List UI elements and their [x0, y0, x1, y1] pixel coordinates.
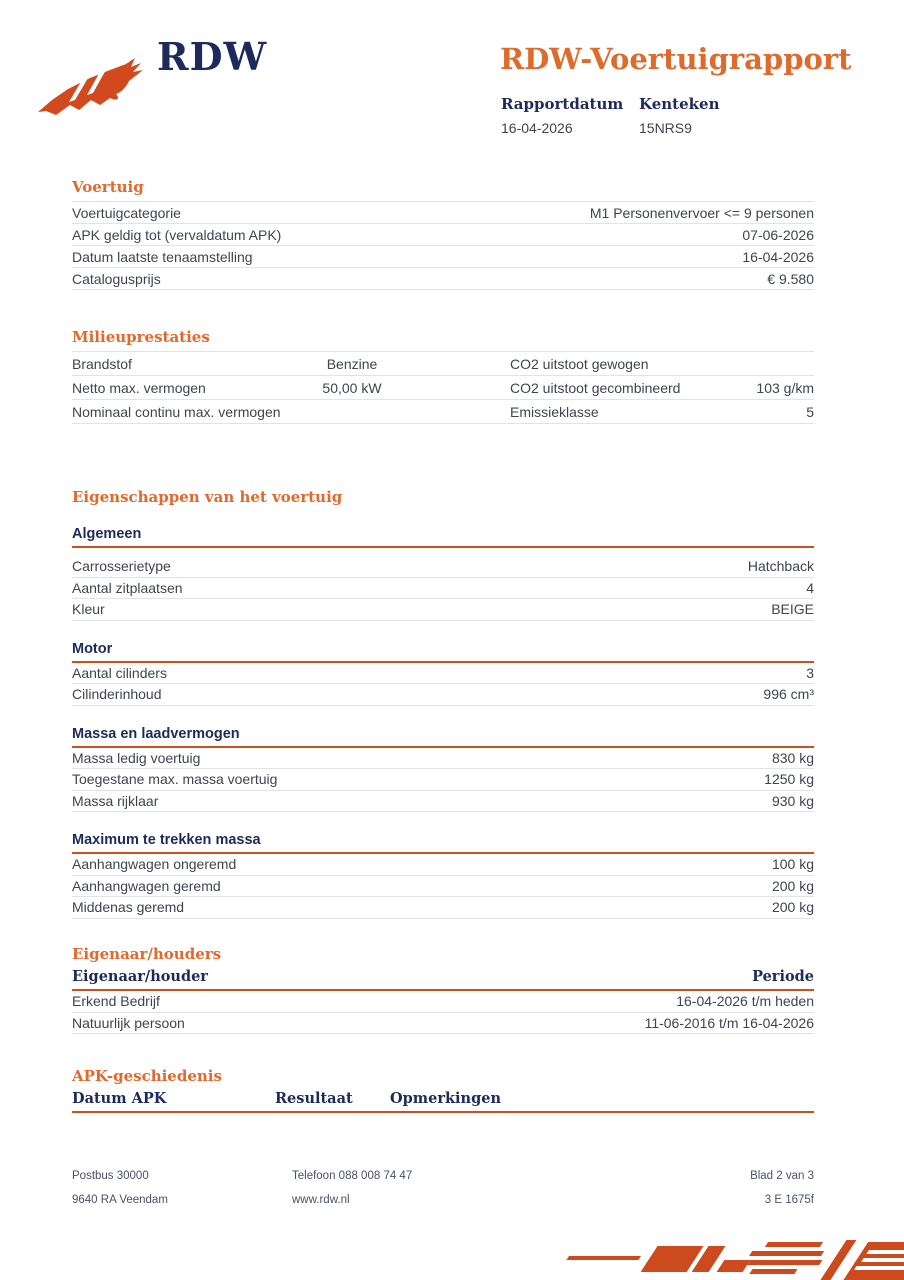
row-value: 50,00 kW — [322, 379, 382, 396]
footer-website: www.rdw.nl — [292, 1194, 350, 1206]
row-value: € 9.580 — [767, 270, 814, 287]
table-row — [72, 246, 814, 268]
section-title-milieuprestaties: Milieuprestaties — [72, 328, 210, 346]
section-title-apk: APK-geschiedenis — [72, 1067, 222, 1085]
footer-phone: Telefoon 088 008 74 47 — [292, 1170, 413, 1182]
footer-page-info — [750, 1164, 814, 1212]
subsection-title: Maximum te trekken massa — [72, 832, 814, 854]
subsection-motor — [72, 641, 814, 706]
row-label: Nominaal continu max. vermogen — [72, 403, 281, 420]
section-title-eigenschappen: Eigenschappen van het voertuig — [72, 488, 343, 506]
kenteken-value: 15NRS9 — [639, 120, 692, 136]
row-value: 996 cm³ — [763, 686, 814, 703]
kenteken-label: Kenteken — [639, 95, 720, 113]
table-row — [72, 991, 814, 1013]
subsection-title: Motor — [72, 641, 814, 663]
table-row — [72, 352, 814, 376]
row-value: 5 — [806, 403, 814, 420]
column-header-resultaat: Resultaat — [275, 1090, 353, 1107]
table-row — [72, 854, 814, 876]
column-header-periode: Periode — [752, 968, 814, 985]
section-eigenaar — [72, 945, 814, 1034]
table-row — [72, 599, 814, 621]
table-row — [72, 376, 814, 400]
table-row — [72, 268, 814, 290]
eigenaar-table — [72, 991, 814, 1034]
row-label: CO2 uitstoot gewogen — [510, 355, 649, 372]
rdw-logo-text: RDW — [157, 34, 268, 79]
row-label: Netto max. vermogen — [72, 379, 206, 396]
column-header-datum-apk: Datum APK — [72, 1090, 167, 1107]
table-row — [72, 578, 814, 600]
row-value: 07-06-2026 — [742, 226, 814, 243]
footer-address-line2: 9640 RA Veendam — [72, 1194, 168, 1206]
row-value: 11-06-2016 t/m 16-04-2026 — [644, 1014, 814, 1031]
trekken-massa-table — [72, 854, 814, 919]
rapportdatum-value: 16-04-2026 — [501, 120, 573, 136]
table-row — [72, 202, 814, 224]
row-value: 930 kg — [771, 792, 814, 809]
eigenaar-table-header — [72, 968, 814, 991]
row-value: Benzine — [326, 355, 378, 372]
row-value: 830 kg — [771, 749, 814, 766]
section-eigenschappen — [72, 488, 814, 919]
footer-page-number: Blad 2 van 3 — [750, 1170, 814, 1182]
row-label: Natuurlijk persoon — [72, 1014, 185, 1031]
motor-table — [72, 663, 814, 706]
table-row — [72, 400, 814, 424]
table-row — [72, 748, 814, 770]
row-value: BEIGE — [771, 601, 814, 618]
column-header-opmerkingen: Opmerkingen — [390, 1090, 501, 1107]
row-value: 200 kg — [771, 899, 814, 916]
section-title-voertuig: Voertuig — [72, 178, 144, 196]
row-label: Massa rijklaar — [72, 792, 159, 809]
subsection-massa — [72, 726, 814, 813]
row-label: Aanhangwagen ongeremd — [72, 856, 237, 873]
report-meta — [501, 95, 777, 136]
table-row — [72, 663, 814, 685]
row-label: Erkend Bedrijf — [72, 993, 160, 1010]
massa-table — [72, 748, 814, 813]
section-voertuig — [72, 178, 814, 290]
subsection-algemeen — [72, 526, 814, 621]
voertuig-table — [72, 201, 814, 290]
table-row — [72, 684, 814, 706]
section-title-eigenaar: Eigenaar/houders — [72, 945, 222, 963]
row-value: 4 — [806, 579, 814, 596]
row-value: M1 Personenvervoer <= 9 personen — [589, 204, 814, 221]
rdw-feather-logo-icon — [38, 54, 145, 118]
row-value: 16-04-2026 — [742, 248, 814, 265]
table-row — [72, 556, 814, 578]
subsection-trekken-massa — [72, 832, 814, 919]
footer-form-code: 3 E 1675f — [764, 1194, 814, 1206]
footer-contact — [292, 1164, 750, 1212]
rapportdatum-label: Rapportdatum — [501, 95, 624, 113]
footer-address-line1: Postbus 30000 — [72, 1170, 149, 1182]
row-value: 103 g/km — [756, 379, 814, 396]
apk-table-header — [72, 1090, 814, 1113]
row-label: Aantal cilinders — [72, 664, 167, 681]
footer-address — [72, 1164, 292, 1212]
milieuprestaties-table — [72, 351, 814, 424]
row-value: 100 kg — [771, 856, 814, 873]
table-row — [72, 224, 814, 246]
row-value: 16-04-2026 t/m heden — [676, 993, 814, 1010]
section-milieuprestaties — [72, 328, 814, 424]
row-value: 3 — [806, 664, 814, 681]
row-label: Aantal zitplaatsen — [72, 579, 183, 596]
row-label: Brandstof — [72, 355, 132, 372]
row-label: Aanhangwagen geremd — [72, 877, 221, 894]
table-row — [72, 769, 814, 791]
meta-kenteken — [639, 95, 777, 136]
row-value: Hatchback — [747, 558, 814, 575]
table-row — [72, 791, 814, 813]
row-value: 1250 kg — [764, 771, 814, 788]
table-row — [72, 876, 814, 898]
row-label: Kleur — [72, 601, 105, 618]
row-label: Datum laatste tenaamstelling — [72, 248, 253, 265]
row-label: CO2 uitstoot gecombineerd — [510, 379, 681, 396]
subsection-title: Algemeen — [72, 526, 814, 548]
row-label: Emissieklasse — [510, 403, 599, 420]
row-label: Carrosserietype — [72, 558, 171, 575]
row-label: Toegestane max. massa voertuig — [72, 771, 278, 788]
row-label: Massa ledig voertuig — [72, 749, 201, 766]
row-label: APK geldig tot (vervaldatum APK) — [72, 226, 282, 243]
subsection-title: Massa en laadvermogen — [72, 726, 814, 748]
algemeen-table — [72, 556, 814, 621]
row-label: Middenas geremd — [72, 899, 185, 916]
section-apk-geschiedenis — [72, 1067, 814, 1113]
column-header-eigenaar: Eigenaar/houder — [72, 968, 208, 985]
page-title: RDW-Voertuigrapport — [500, 42, 852, 76]
row-label: Cilinderinhoud — [72, 686, 162, 703]
table-row — [72, 897, 814, 919]
speed-stripes-graphic — [504, 1236, 904, 1280]
table-row — [72, 1013, 814, 1035]
row-label: Voertuigcategorie — [72, 204, 181, 221]
row-label: Catalogusprijs — [72, 270, 161, 287]
page-footer — [72, 1164, 814, 1212]
row-value: 200 kg — [771, 877, 814, 894]
meta-rapportdatum — [501, 95, 639, 136]
